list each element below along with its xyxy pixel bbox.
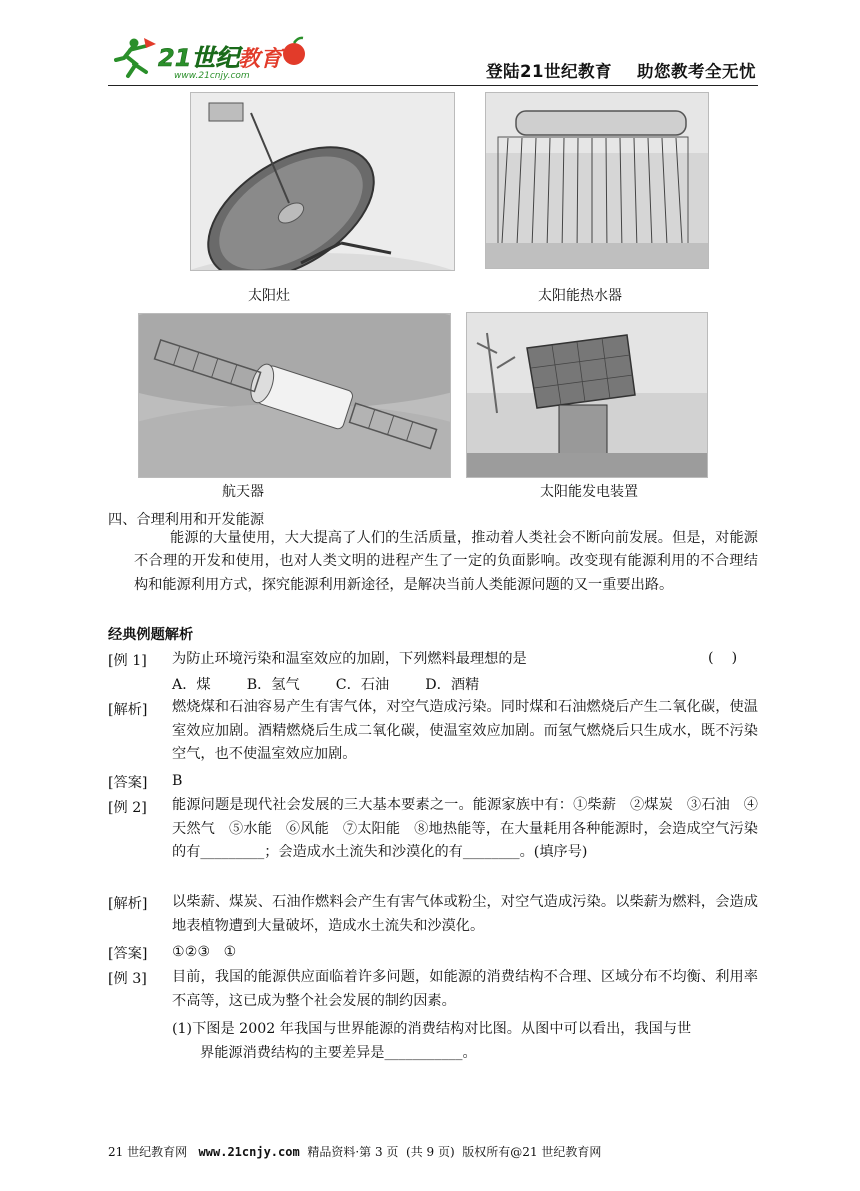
example-1-answer-tag: [答案] bbox=[108, 775, 148, 791]
svg-text:www.21cnjy.com: www.21cnjy.com bbox=[174, 71, 250, 81]
example-1-answer-bracket: ( ) bbox=[708, 650, 738, 666]
examples-heading: 经典例题解析 bbox=[108, 627, 194, 643]
svg-text:21世纪: 21世纪 bbox=[158, 44, 240, 72]
footer-site-name: 21 世纪教育网 bbox=[108, 1145, 188, 1159]
example-2-analysis: 以柴薪、煤炭、石油作燃料会产生有害气体或粉尘，对空气造成污染。以柴薪为燃料，会造成地表植物遭到大量破坏，造成水土流失和沙漠化。 bbox=[172, 894, 758, 934]
example-1-analysis: 燃烧煤和石油容易产生有害气体，对空气造成污染。同时煤和石油燃烧后产生二氧化碳，使温室效应加剧。酒精燃烧后生成二氧化碳，使温室效应加剧。而氢气燃烧后只生成水，既不污染空气，也不使温室效应加剧。 bbox=[172, 699, 758, 762]
example-3-tag: [例 3] bbox=[108, 971, 147, 987]
caption-spacecraft: 航天器 bbox=[222, 484, 264, 500]
svg-text:教育: 教育 bbox=[238, 47, 283, 72]
page-header bbox=[108, 30, 758, 86]
header-slogan: 登陆21世纪教育 助您教考全无忧 bbox=[486, 62, 756, 81]
example-1-analysis-tag: [解析] bbox=[108, 702, 148, 718]
caption-solar-cooker: 太阳灶 bbox=[248, 288, 290, 304]
photo-solar-power-device bbox=[466, 312, 708, 478]
example-2-tag: [例 2] bbox=[108, 800, 147, 816]
caption-solar-water-heater: 太阳能热水器 bbox=[538, 288, 622, 304]
example-3-question: 目前，我国的能源供应面临着许多问题，如能源的消费结构不合理、区域分布不均衡、利用率不高等，这已成为整个社会发展的制约因素。 bbox=[172, 969, 758, 1009]
footer-page-info: 精品资料·第 3 页 (共 9 页) 版权所有@21 世纪教育网 bbox=[307, 1145, 602, 1159]
section-paragraph: 能源的大量使用，大大提高了人们的生活质量，推动着人类社会不断向前发展。但是，对能源不合理的开发和使用，也对人类文明的进程产生了一定的负面影响。改变现有能源利用的不合理结构和能源利用方式，探究能源利用新途径，是解决当前人类能源问题的又一重要出路。 bbox=[134, 530, 758, 593]
example-1-answer: B bbox=[172, 773, 183, 789]
example-2-question: 能源问题是现代社会发展的三大基本要素之一。能源家族中有：①柴薪 ②煤炭 ③石油 ④天然气 ⑤水能 ⑥风能 ⑦太阳能 ⑧地热能等，在大量耗用各种能源时，会造成空气污染的有_________；会造成水土流失和沙漠化的有________。(填序号) bbox=[172, 797, 758, 860]
example-1-tag: [例 1] bbox=[108, 653, 147, 669]
example-2-analysis-tag: [解析] bbox=[108, 896, 148, 912]
example-3-subquestion bbox=[172, 1018, 758, 1065]
photo-spacecraft bbox=[138, 313, 451, 478]
example-2-answer: ①②③ ① bbox=[172, 944, 237, 960]
example-3-subquestion-line-1: (1)下图是 2002 年我国与世界能源的消费结构对比图。从图中可以看出，我国与世 bbox=[172, 1021, 692, 1037]
footer-url[interactable]: www.21cnjy.com bbox=[198, 1145, 300, 1159]
page-footer bbox=[108, 1143, 601, 1160]
example-1-options: A．煤 B．氢气 C．石油 D．酒精 bbox=[172, 677, 480, 693]
logo-graphic bbox=[112, 34, 312, 82]
example-3-subquestion-line-2: 界能源消费结构的主要差异是___________。 bbox=[200, 1044, 477, 1061]
example-1-question: 为防止环境污染和温室效应的加剧，下列燃料最理想的是 bbox=[172, 651, 527, 667]
header-divider bbox=[108, 85, 758, 86]
photo-solar-cooker bbox=[190, 92, 455, 271]
section-title: 四、合理利用和开发能源 bbox=[108, 512, 265, 528]
caption-solar-power-device: 太阳能发电装置 bbox=[540, 484, 638, 500]
example-2-answer-tag: [答案] bbox=[108, 946, 148, 962]
photo-solar-water-heater bbox=[485, 92, 709, 269]
site-logo bbox=[112, 34, 312, 82]
